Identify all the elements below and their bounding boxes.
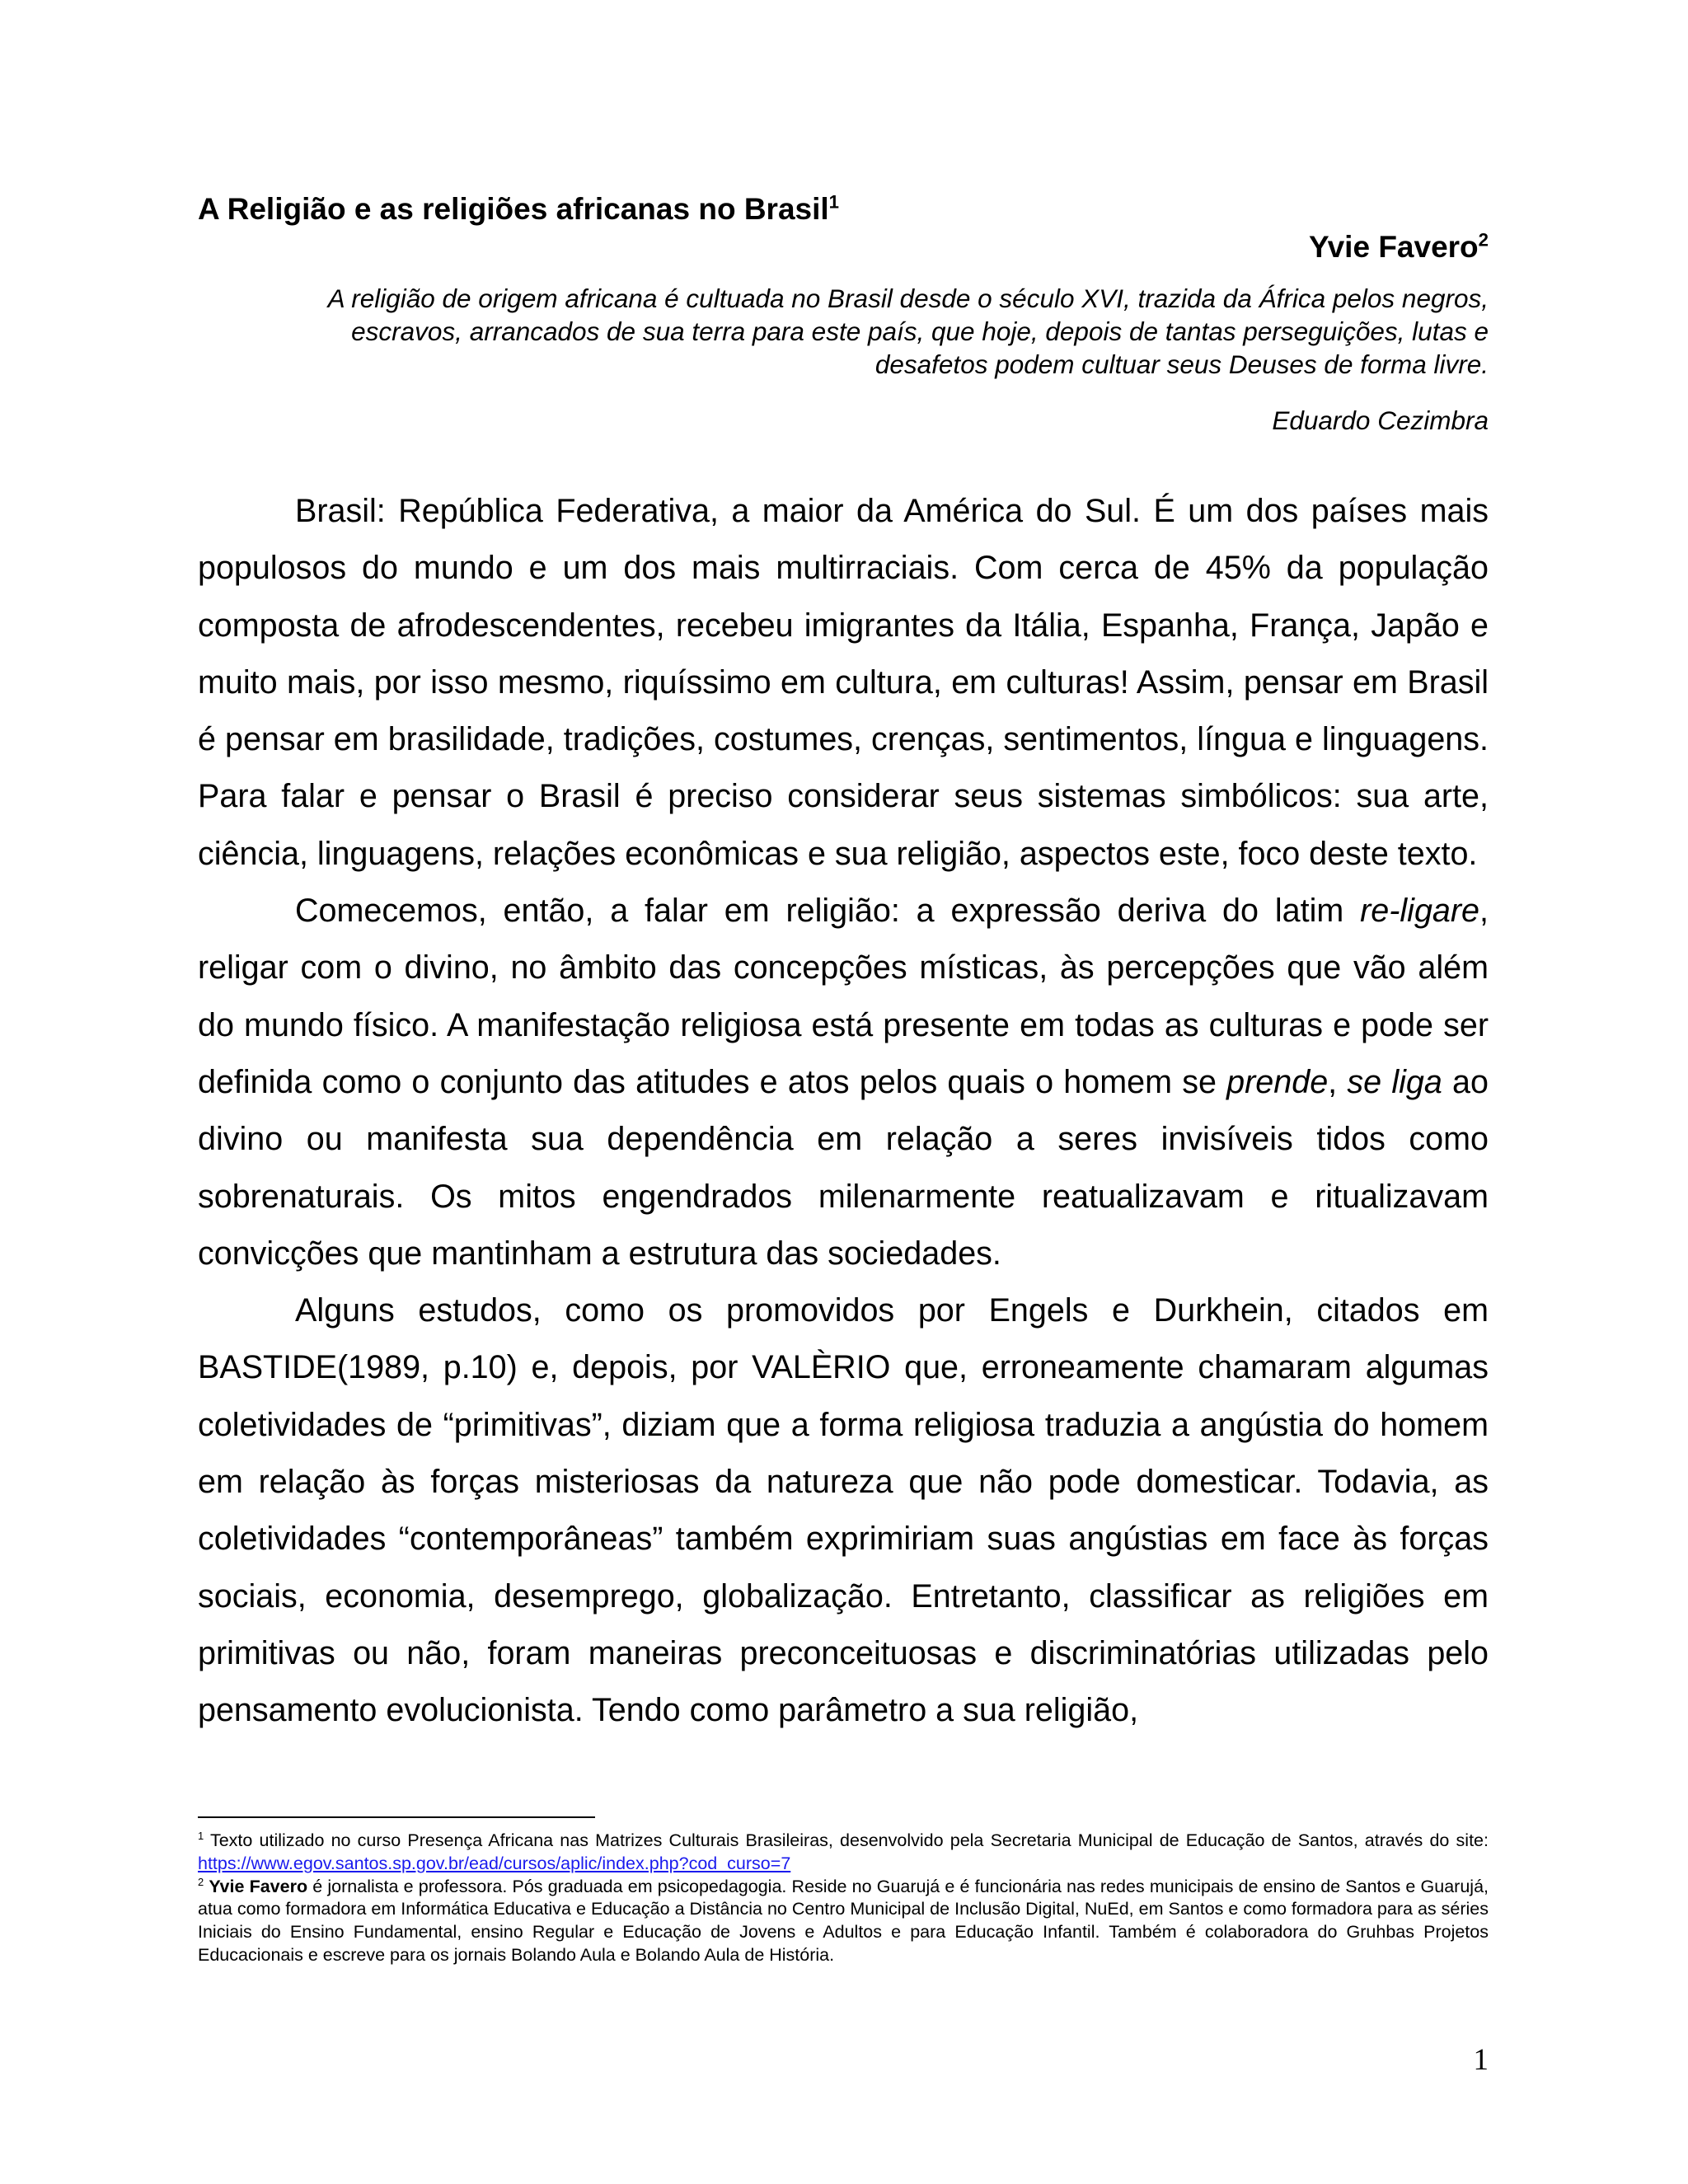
footnote-1-text: Texto utilizado no curso Presença Africana nas Matrizes Culturais Brasileiras, desenvolvido pela Secretaria Municipal de Educação de Santos, através do site: [204, 1830, 1489, 1850]
paragraph-1: Brasil: República Federativa, a maior da América do Sul. É um dos países mais populosos do mundo e um dos mais multirraciais. Com cerca de 45% da população composta de afrodescendentes, recebeu imigrantes da Itália, Espanha, França, Japão e muito mais, por isso mesmo, riquíssimo em cultura, em culturas! Assim, pensar em Brasil é pensar em brasilidade, tradições, costumes, crenças, sentimentos, língua e linguagens. Para falar e pensar o Brasil é preciso considerar seus sistemas simbólicos: sua arte, ciência, linguagens, relações econômicas e sua religião, aspectos este, foco deste texto. [198, 493, 1489, 872]
paragraph-2-text: , religar com o divino, no âmbito das concepções místicas, às percepções que vão além do mundo físico. A manifestação religiosa está presente em todas as culturas e pode ser definida como o conjunto das atitudes e atos pelos quais o homem se [198, 893, 1489, 1100]
paragraph-2-emphasis: prende [1226, 1063, 1329, 1100]
paragraph-2 [198, 883, 1489, 1282]
footnote-2-text: é jornalista e professora. Pós graduada em psicopedagogia. Reside no Guarujá e é funcionária nas redes municipais de ensino de Santos e Guarujá, atua como formadora em Informática Educativa e Educação a Distância no Centro Municipal de Inclusão Digital, NuEd, em Santos e como formadora para as séries Iniciais do Ensino Fundamental, ensino Regular e Educação de Jovens e Adultos e para Educação Infantil. Também é colaboradora do Gruhbas Projetos Educacionais e escreve para os jornais Bolando Aula e Bolando Aula de História. [198, 1876, 1489, 1965]
footnote-divider [198, 1816, 595, 1818]
author-byline [1309, 229, 1489, 265]
paragraph-2-emphasis: se liga [1347, 1063, 1442, 1100]
paragraph-2-text: Comecemos, então, a falar em religião: a expressão deriva do latim [295, 893, 1361, 930]
footnote-1-marker: 1 [198, 1829, 204, 1842]
page-title [198, 191, 839, 227]
footnotes [198, 1830, 1489, 1967]
title-text: A Religião e as religiões africanas no Brasil [198, 192, 829, 226]
author-footnote-marker: 2 [1478, 229, 1489, 251]
paragraph-3: Alguns estudos, como os promovidos por Engels e Durkhein, citados em BASTIDE(1989, p.10) e, depois, por VALÈRIO que, erroneamente chamaram algumas coletividades de “primitivas”, diziam que a forma religiosa traduzia a angústia do homem em relação às forças misteriosas da natureza que não pode domesticar. Todavia, as coletividades “contemporâneas” também exprimiriam suas angústias em face às forças sociais, economia, desemprego, globalização. Entretanto, classificar as religiões em primitivas ou não, foram maneiras preconceituosas e discriminatórias utilizadas pelo pensamento evolucionista. Tendo como parâmetro a sua religião, [198, 1292, 1489, 1729]
title-footnote-marker: 1 [828, 191, 839, 213]
body-text [198, 483, 1489, 1740]
footnote-1-link[interactable]: https://www.egov.santos.sp.gov.br/ead/cursos/aplic/index.php?cod_curso=7 [198, 1853, 791, 1873]
paragraph-2-text: , [1328, 1063, 1348, 1100]
footnote-2-marker: 2 [198, 1875, 204, 1888]
footnote-1 [198, 1830, 1489, 1876]
footnote-2 [198, 1876, 1489, 1967]
page-number: 1 [1473, 2043, 1489, 2077]
epigraph-quote: A religião de origem africana é cultuada no Brasil desde o século XVI, trazida da África pelos negros, escravos, arrancados de sua terra para este país, que hoje, depois de tantas perseguições, lutas e desafetos podem cultuar seus Deuses de forma livre. [327, 284, 1489, 379]
author-name: Yvie Favero [1308, 230, 1479, 264]
epigraph-author: Eduardo Cezimbra [1272, 405, 1489, 435]
paragraph-2-emphasis: re-ligare [1360, 893, 1480, 930]
paragraph-2-text: ao divino ou manifesta sua dependência em relação a seres invisíveis tidos como sobrenaturais. Os mitos engendrados milenarmente reatualizavam e ritualizavam convicções que mantinham a estrutura das sociedades. [198, 1063, 1489, 1272]
footnote-2-name: Yvie Favero [209, 1876, 308, 1896]
